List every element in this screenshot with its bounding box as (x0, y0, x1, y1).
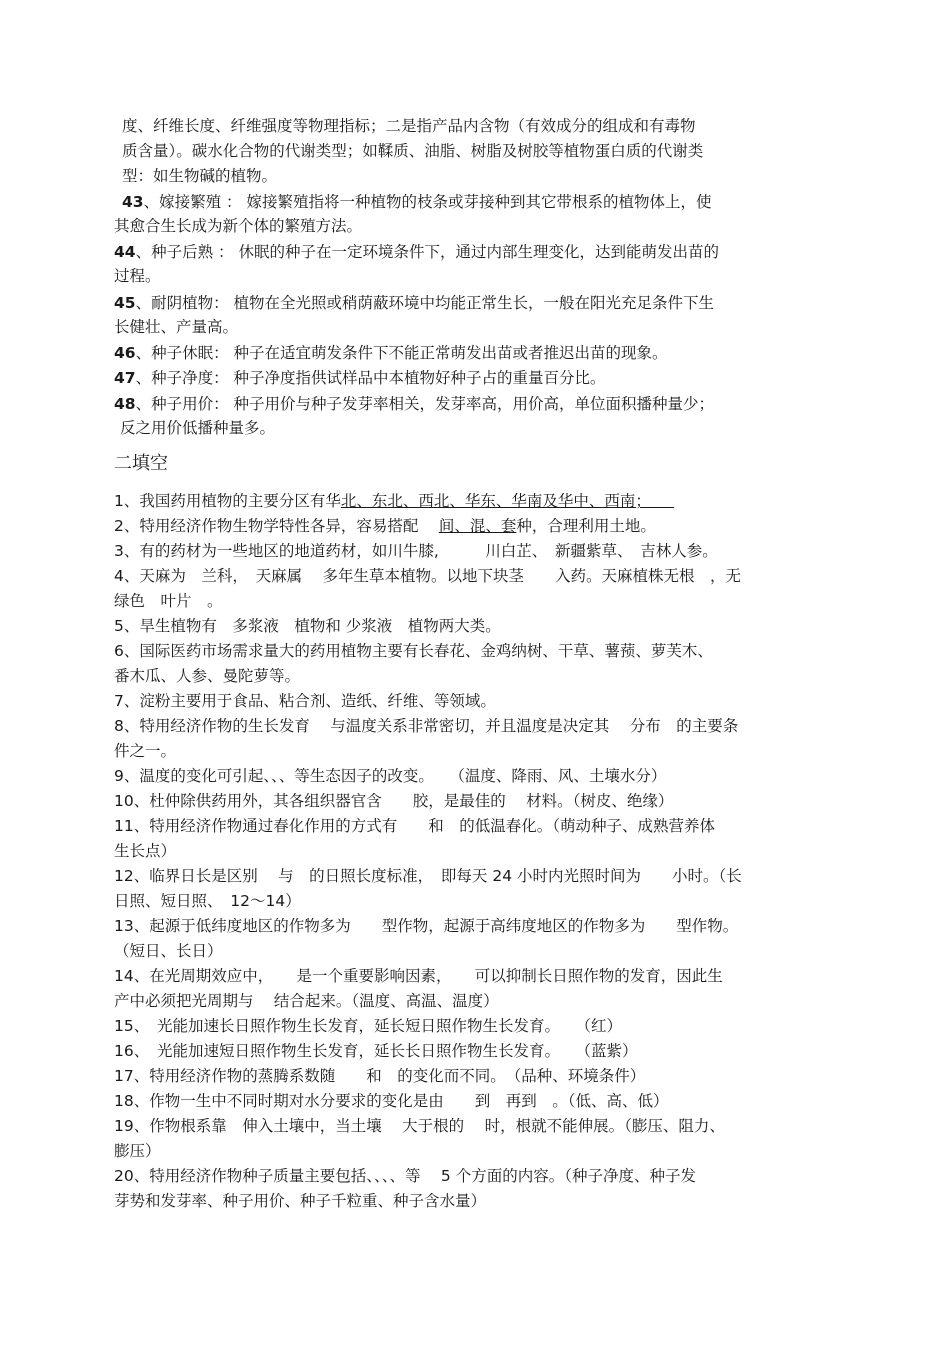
fill-question-line: 3、有的药材为一些地区的地道药材，如川牛膝, 川白芷、 新疆紫草、 吉林人参。 (114, 542, 718, 560)
fill-question-line: 5、旱生植物有 多浆液 植物和 少浆液 植物两大类。 (114, 617, 501, 635)
definition-number: 47 (114, 369, 136, 387)
fill-question-line: 绿色 叶片 。 (114, 592, 223, 610)
definition-number: 44 (114, 243, 136, 261)
definition-term: 、种子休眠： (135, 344, 229, 362)
question-text: 1、我国药用植物的主要分区有华 (114, 492, 341, 510)
fill-question-line: 16、 光能加速短日照作物生长发育，延长长日照作物生长发育。 （蓝紫） (114, 1042, 638, 1060)
question-text: 种，合理利用土地。 (516, 517, 656, 535)
fill-question-line: 11、特用经济作物通过春化作用的方式有 和 的低温春化。（萌动种子、成熟营养体 (114, 817, 715, 835)
definition-number: 48 (114, 395, 136, 413)
definition-44 (114, 241, 840, 263)
definition-text: 种子净度指供试样品中本植物好种子占的重量百分比。 (233, 369, 606, 387)
definition-text: 种子在适宜萌发条件下不能正常萌发出苗或者推迟出苗的现象。 (233, 344, 668, 362)
text-line: 度、纤维长度、纤维强度等物理指标；二是指产品内含物（有效成分的组成和有毒物 (122, 117, 696, 135)
fill-question-line: 12、临界日长是区别 与 的日照长度标准， 即每天 24 小时内光照时间为 小时。（长 (114, 867, 742, 885)
text-line: 过程。 (114, 267, 161, 285)
fill-question-line: 10、杜仲除供药用外，其各组织器官含 胶，是最佳的 材料。（树皮、绝缘） (114, 792, 674, 810)
fill-question-line: 6、国际医药市场需求量大的药用植物主要有长春花、金鸡纳树、干草、薯蓣、萝芙木、 (114, 642, 713, 660)
definition-46 (114, 342, 840, 364)
definition-term: 、种子净度： (135, 369, 229, 387)
answer-underlined: 北、东北、西北、华东、华南及华中、西南； (340, 492, 644, 510)
fill-question-line: 膨压） (114, 1142, 161, 1160)
fill-question-line: （短日、长日） (114, 942, 223, 960)
fill-question-line: 4、天麻为 兰科， 天麻属 多年生草本植物。以地下块茎 入药。天麻植株无根 ，无 (114, 567, 742, 585)
text-line: 反之用价低播种量多。 (120, 419, 276, 437)
fill-question-line: 13、起源于低纬度地区的作物多为 型作物，起源于高纬度地区的作物多为 型作物。 (114, 917, 739, 935)
fill-question-line: 20、特用经济作物种子质量主要包括、、、、等 5 个方面的内容。（种子净度、种子发 (114, 1167, 696, 1185)
fill-question-line: 18、作物一生中不同时期对水分要求的变化是由 到 再到 。（低、高、低） (114, 1092, 669, 1110)
definition-43 (122, 191, 848, 213)
answer-underlined: 间、混、套 (438, 517, 517, 535)
definition-number: 43 (122, 193, 144, 211)
definition-number: 46 (114, 344, 136, 362)
text-line: 型：如生物碱的植物。 (122, 167, 278, 185)
text-line: 其愈合生长成为新个体的繁殖方法。 (114, 217, 363, 235)
fill-question-line: 件之一。 (114, 742, 177, 760)
definition-48 (114, 393, 840, 415)
definition-number: 45 (114, 294, 136, 312)
definition-term: 、耐阴植物： (135, 294, 229, 312)
fill-question-line: 8、特用经济作物的生长发育 与温度关系非常密切，并且温度是决定其 分布 的主要条 (114, 717, 739, 735)
fill-question-line: 19、作物根系靠 伸入土壤中，当土壤 大于根的 时，根就不能伸展。（膨压、阻力、 (114, 1117, 725, 1135)
fill-question-line: 芽势和发芽率、种子用价、种子千粒重、种子含水量） (114, 1192, 487, 1210)
question-text: 2、特用经济作物生物学特性各异，容易搭配 (114, 517, 419, 535)
text-line: 质含量）。碳水化合物的代谢类型；如鞣质、油脂、树脂及树胶等植物蛋白质的代谢类 (122, 142, 704, 160)
definition-text: 植物在全光照或稍荫蔽环境中均能正常生长，一般在阳光充足条件下生 (233, 294, 715, 312)
definition-47 (114, 367, 840, 389)
definition-term: 、嫁接繁殖 ： (143, 193, 242, 211)
definition-term: 、种子用价： (135, 395, 229, 413)
fill-question-line: 产中必须把光周期与 结合起来。（温度、高温、温度） (114, 992, 499, 1010)
fill-question-line: 9、温度的变化可引起、、、等生态因子的改变。 （温度、降雨、风、土壤水分） (114, 767, 667, 785)
fill-question-2 (114, 515, 840, 537)
fill-question-line: 15、 光能加速长日照作物生长发育，延长短日照作物生长发育。 （红） (114, 1017, 622, 1035)
section-heading: 二填空 (114, 453, 168, 474)
definition-text: 休眠的种子在一定环境条件下，通过内部生理变化，达到能萌发出苗的 (238, 243, 719, 261)
definition-text: 种子用价与种子发芽率相关，发芽率高，用价高，单位面积播种量少； (233, 395, 715, 413)
fill-question-1 (114, 490, 840, 512)
fill-question-line: 14、在光周期效应中， 是一个重要影响因素， 可以抑制长日照作物的发育，因此生 (114, 967, 723, 985)
fill-question-line: 番木瓜、人参、曼陀萝等。 (114, 667, 301, 685)
definition-text: 嫁接繁殖指将一种植物的枝条或芽接种到其它带根系的植物体上，使 (246, 193, 712, 211)
fill-question-line: 日照、短日照、 12～14） (114, 892, 301, 910)
fill-question-line: 17、特用经济作物的蒸腾系数随 和 的变化而不同。 （品种、环境条件） (114, 1067, 646, 1085)
definition-term: 、种子后熟 ： (135, 243, 234, 261)
text-line: 长健壮、产量高。 (114, 318, 239, 336)
fill-question-line: 7、淀粉主要用于食品、粘合剂、造纸、纤维、等领域。 (114, 692, 496, 710)
definition-45 (114, 292, 840, 314)
fill-question-line: 生长点） (114, 842, 177, 860)
